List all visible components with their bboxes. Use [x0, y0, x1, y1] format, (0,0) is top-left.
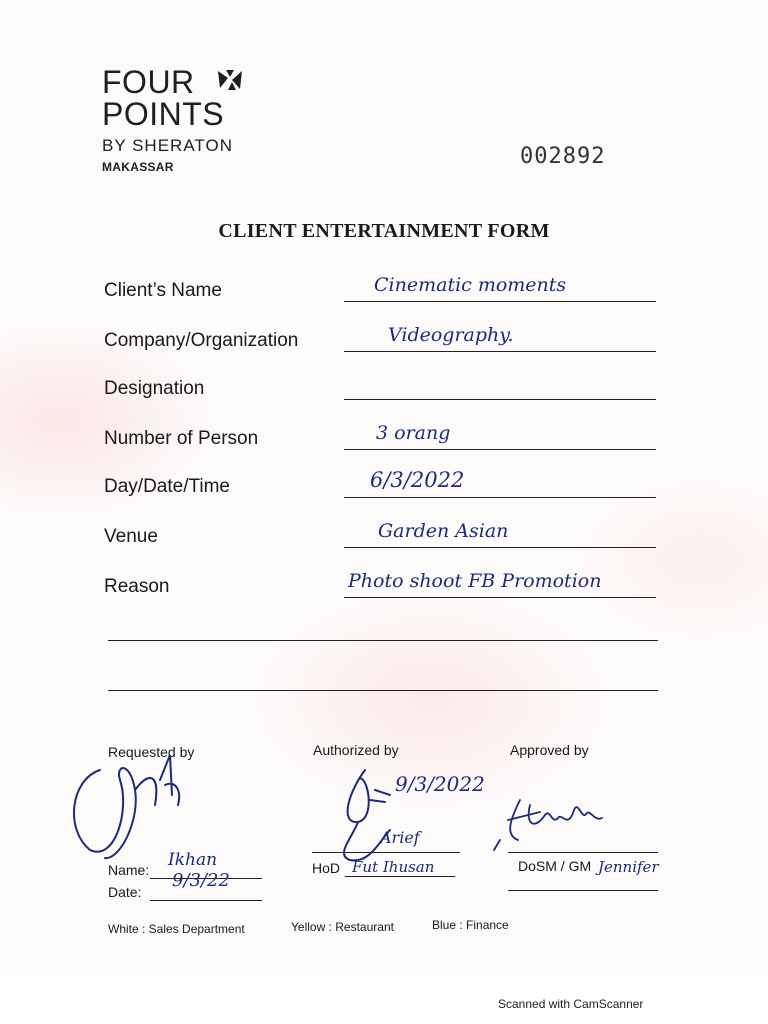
field-value: 3 orang — [376, 422, 451, 444]
brand-line-3: BY SHERATON — [102, 136, 233, 155]
field-value: 6/3/2022 — [370, 468, 465, 492]
field-value: Garden Asian — [378, 520, 509, 542]
four-points-mark-icon — [216, 68, 244, 92]
serial-number: 002892 — [520, 144, 606, 169]
copy-yellow: Yellow : Restaurant — [291, 920, 394, 934]
approved-by-label: Approved by — [510, 742, 589, 758]
blank-line-1 — [108, 640, 658, 641]
field-clients-name — [104, 262, 664, 302]
dosm-top-line — [508, 852, 658, 853]
copy-blue: Blue : Finance — [432, 918, 509, 932]
authorized-by-label: Authorized by — [313, 742, 399, 758]
authorized-date: 9/3/2022 — [395, 772, 485, 796]
brand-line-1: FOUR — [102, 64, 195, 100]
copy-white: White : Sales Department — [108, 922, 245, 936]
date-value: 9/3/22 — [172, 870, 230, 891]
date-line — [150, 900, 262, 901]
hod-value: Fut Ihusan — [352, 858, 435, 876]
field-line — [344, 351, 656, 352]
hod-top-line — [312, 852, 460, 853]
hod-line — [345, 876, 455, 877]
authorized-name: Arief — [380, 828, 420, 847]
form-title: CLIENT ENTERTAINMENT FORM — [218, 220, 550, 242]
field-label: Client’s Name — [104, 280, 222, 301]
field-line — [344, 399, 656, 400]
field-label: Designation — [104, 378, 205, 399]
requester-signature — [60, 750, 200, 865]
field-value: Videography. — [388, 324, 514, 346]
blank-line-2 — [108, 690, 658, 691]
field-line — [344, 301, 656, 302]
field-label: Venue — [104, 526, 158, 547]
field-label: Reason — [104, 576, 170, 597]
field-line — [344, 547, 656, 548]
brand-city: MAKASSAR — [102, 160, 174, 174]
dosm-value: Jennifer — [598, 858, 659, 876]
scanner-watermark: Scanned with CamScanner — [498, 997, 644, 1011]
field-value: Photo shoot FB Promotion — [348, 570, 602, 592]
field-label: Day/Date/Time — [104, 476, 230, 497]
hotel-logo — [102, 66, 233, 174]
dosm-gm-label: DoSM / GM — [518, 858, 592, 874]
name-label: Name: — [108, 862, 150, 878]
approver-signature — [490, 790, 620, 860]
field-number-of-person — [104, 410, 664, 450]
field-venue — [104, 508, 664, 548]
field-line — [344, 449, 656, 450]
requested-by-label: Requested by — [108, 744, 195, 760]
hod-label: HoD — [312, 860, 341, 876]
field-label: Company/Organization — [104, 330, 299, 351]
field-label: Number of Person — [104, 428, 259, 449]
field-designation — [104, 360, 664, 400]
field-value: Cinematic moments — [374, 274, 567, 296]
name-value: Ikhan — [168, 850, 218, 870]
brand-line-2: POINTS — [102, 96, 225, 132]
date-label: Date: — [108, 884, 142, 900]
field-company — [104, 312, 664, 352]
field-day-date-time — [104, 458, 664, 498]
field-line — [344, 597, 656, 598]
dosm-line — [508, 890, 658, 891]
field-line — [344, 497, 656, 498]
field-reason — [104, 558, 664, 598]
